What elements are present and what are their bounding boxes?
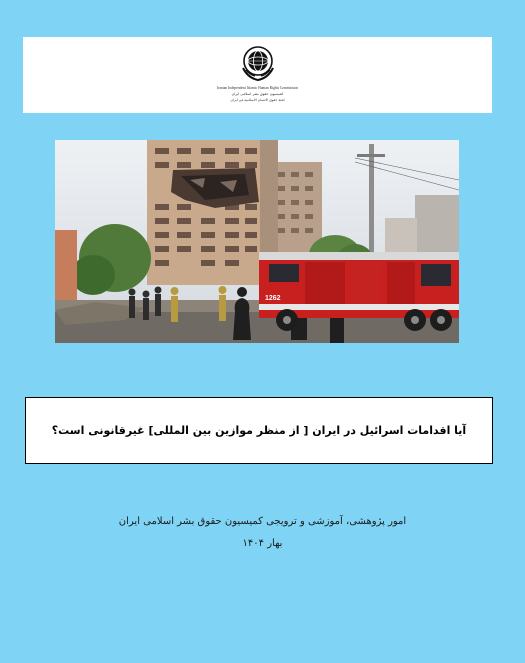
truck-number: 1262: [265, 295, 281, 302]
org-name-arabic: لجنة حقوق الانسان الاسلامية في ایران: [230, 98, 285, 102]
org-name-english: Iranian Independent Islamic Human Rights Commission: [216, 86, 299, 90]
cover-photo: [55, 140, 459, 343]
org-name-persian: کمیسیون حقوق بشر اسلامی ایران: [231, 92, 284, 96]
globe-hands-emblem-icon: [238, 44, 278, 84]
title-box: [25, 397, 493, 464]
damaged-building-fire-truck-illustration: [55, 140, 459, 343]
document-title: آیا اقدامات اسرائیل در ایران [ از منظر موازین بین المللی] غیرقانونی است؟: [51, 424, 467, 437]
department-name: امور پژوهشی، آموزشی و ترویجی کمیسیون حقوق بشر اسلامی ایران: [118, 516, 407, 527]
publication-date: بهار ۱۴۰۴: [242, 538, 283, 549]
header-box: [23, 37, 492, 113]
